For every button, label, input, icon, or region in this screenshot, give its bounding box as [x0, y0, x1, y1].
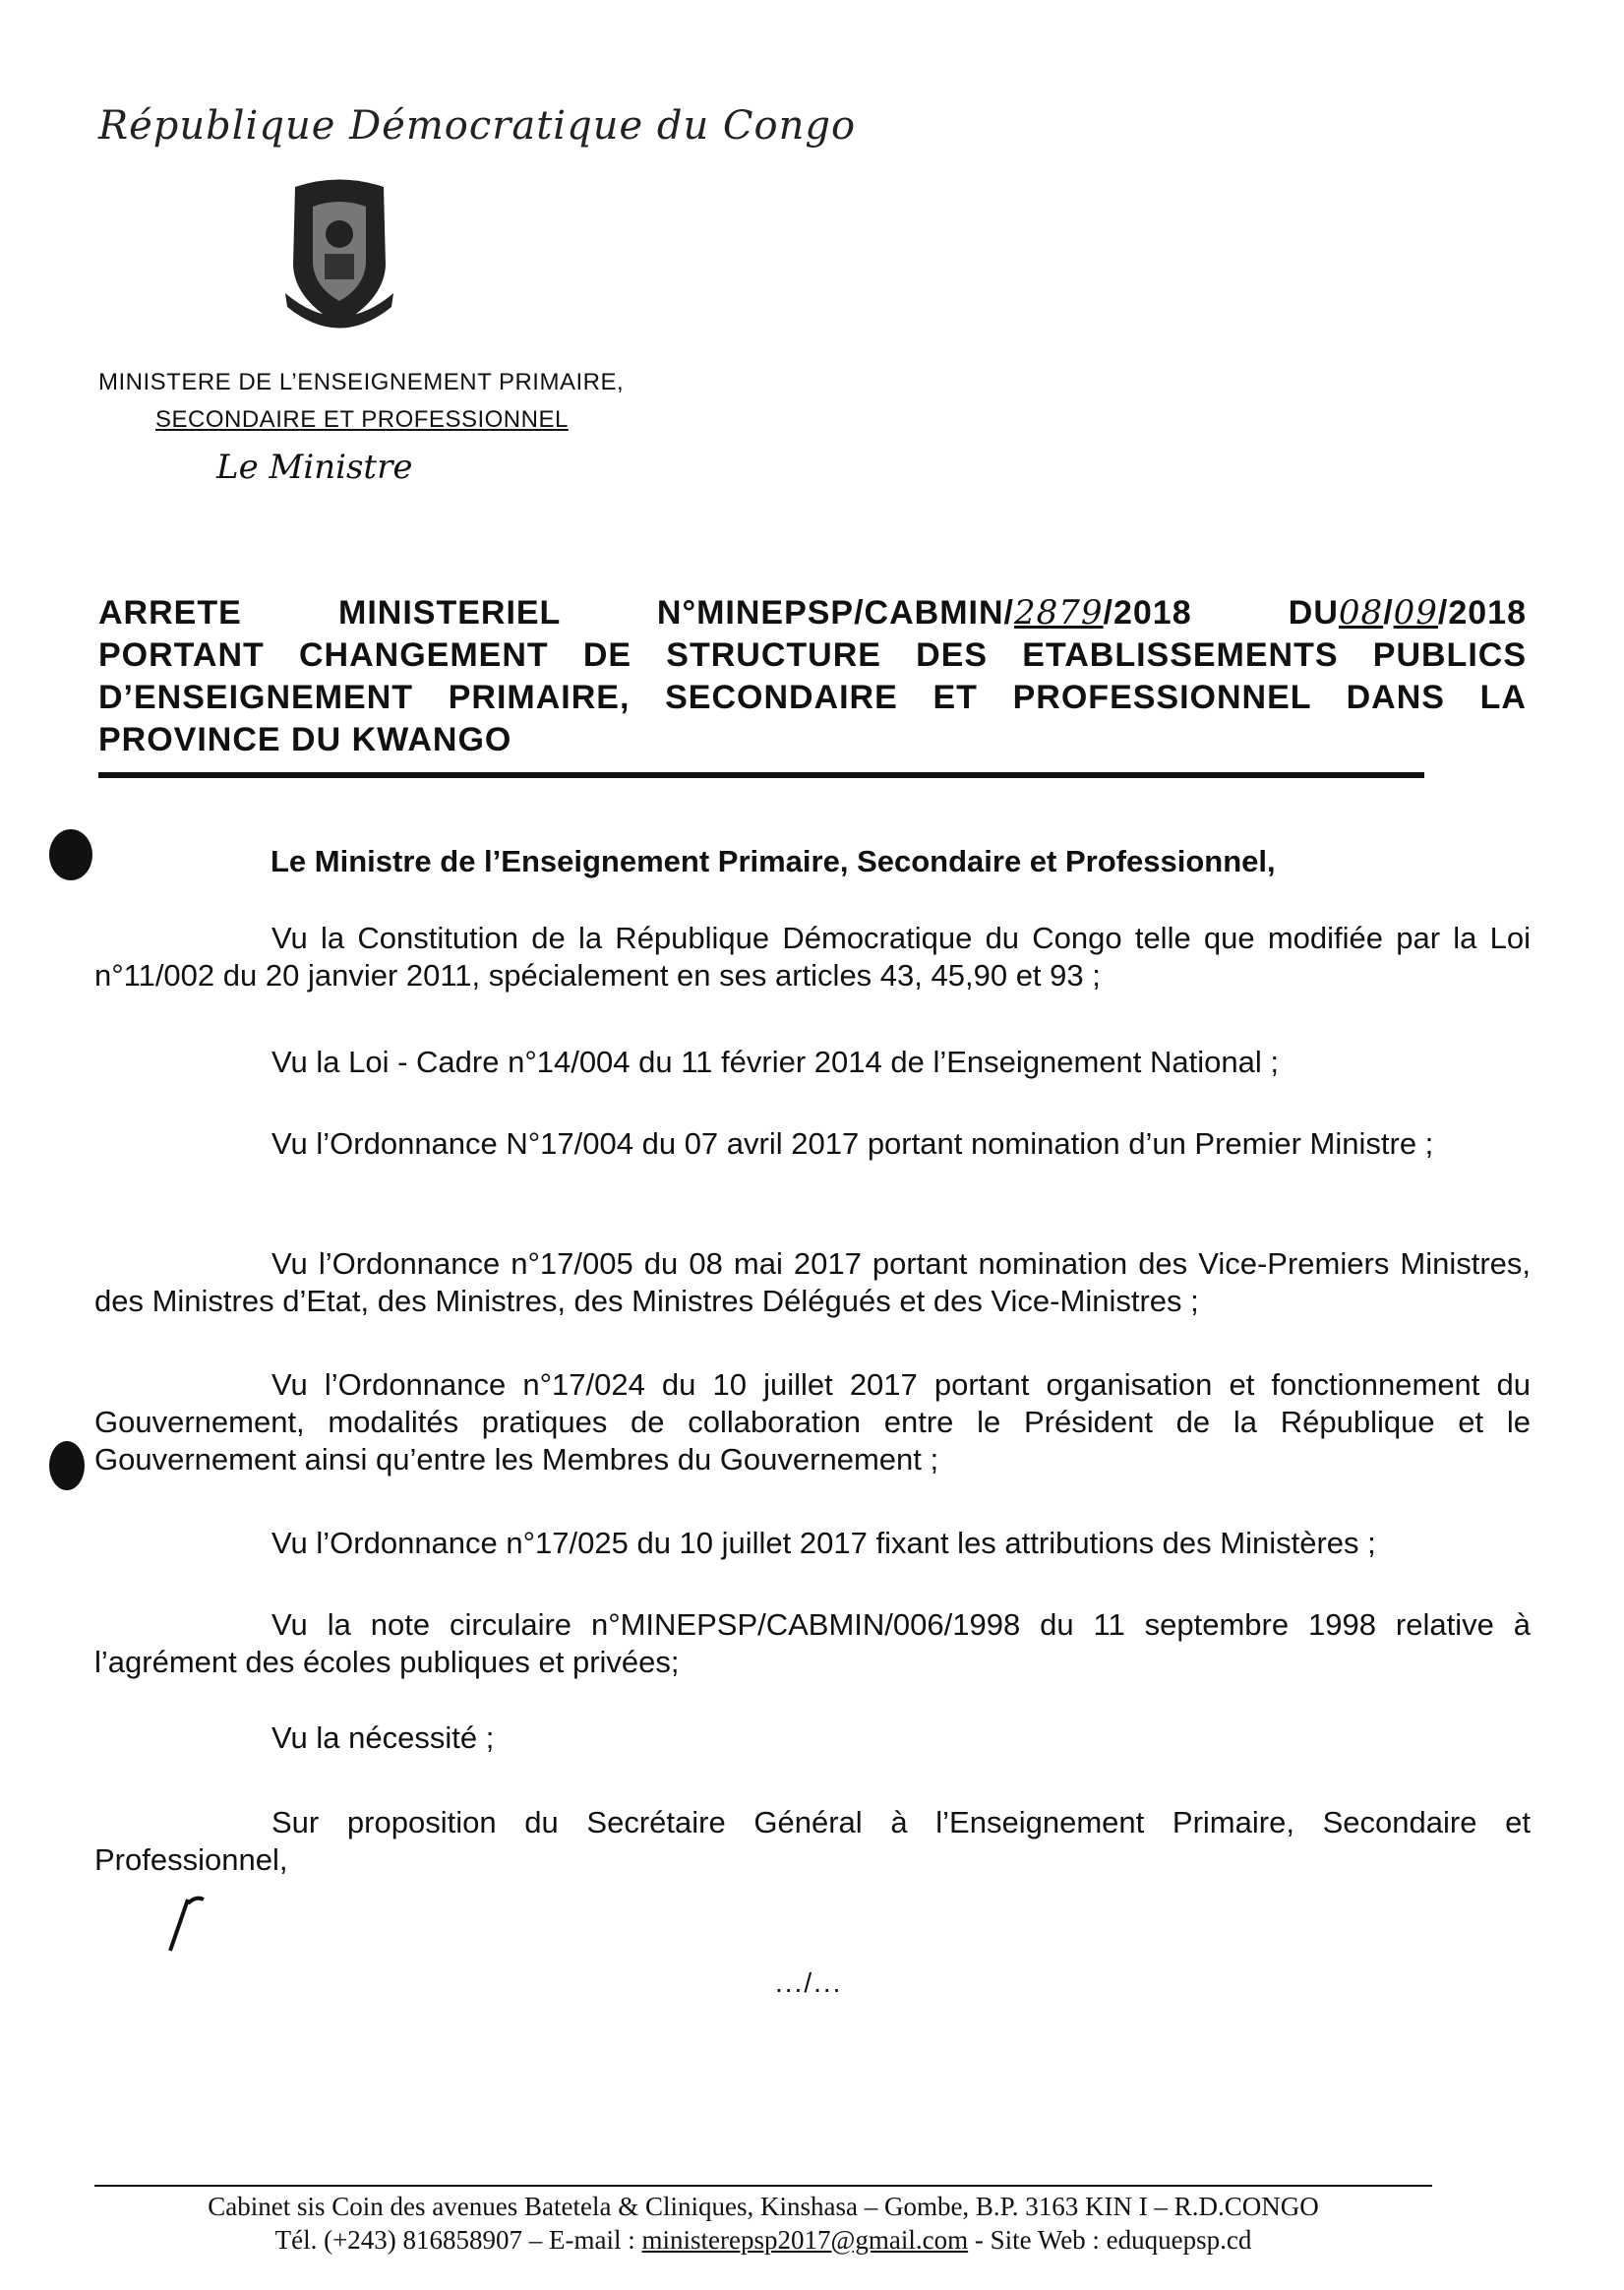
paragraph-text: Vu la Constitution de la République Démocratique du Congo telle que modifiée par la Loi n°11/002 du 20 janvier 2011, spécialement en ses articles 43, 45,90 et 93 ; — [94, 921, 1531, 993]
decree-day: 08 — [1338, 593, 1384, 633]
decree-title-line-4: PROVINCE DU KWANGO — [98, 721, 512, 758]
minister-title: Le Ministre — [216, 448, 413, 487]
paragraph-proposition — [94, 1804, 1531, 1879]
decree-title-line-2: PORTANT CHANGEMENT DE STRUCTURE DES ETABLISSEMENTS PUBLICS — [98, 636, 1527, 674]
paragraph-text: Vu l’Ordonnance n°17/024 du 10 juillet 2017 portant organisation et fonctionnement du Gouvernement, modalités pratiques de collaboration entre le Président de la République et le Gouvernement ainsi qu’entre les Membres du Gouvernement ; — [94, 1367, 1531, 1476]
paragraph-ordonnance-17-005 — [94, 1245, 1531, 1320]
paragraph-constitution — [94, 920, 1531, 994]
footer-contact — [94, 2225, 1432, 2256]
decree-year: /2018 — [1437, 594, 1527, 632]
footer-tel: Tél. (+243) 816858907 – E-mail : — [274, 2225, 642, 2255]
paragraph-ordonnance-17-025 — [94, 1525, 1531, 1562]
decree-title-line-3: D’ENSEIGNEMENT PRIMAIRE, SECONDAIRE ET PROFESSIONNEL DANS LA — [98, 679, 1527, 716]
footer-rule — [94, 2185, 1432, 2187]
ministry-line-1: MINISTERE DE L’ENSEIGNEMENT PRIMAIRE, — [98, 369, 625, 395]
title-underline-rule — [98, 772, 1424, 778]
paragraph-loi-cadre — [94, 1044, 1531, 1081]
decree-ref-prefix: ARRETE MINISTERIEL N°MINEPSP/CABMIN/ — [98, 594, 1014, 632]
punch-hole-mark — [49, 829, 92, 880]
punch-hole-mark — [49, 1441, 85, 1490]
decree-number: 2879 — [1013, 593, 1104, 633]
minister-heading: Le Ministre de l’Enseignement Primaire, Secondaire et Professionnel, — [271, 844, 1276, 878]
footer-website: - Site Web : eduquepsp.cd — [968, 2225, 1252, 2255]
footer-address: Cabinet sis Coin des avenues Batetela & Cliniques, Kinshasa – Gombe, B.P. 3163 KIN I – R.D.CONGO — [208, 2192, 1319, 2221]
decree-ref-mid: /2018 DU — [1103, 594, 1339, 632]
decree-title — [98, 592, 1527, 761]
ministry-name — [98, 364, 624, 439]
paragraph-ordonnance-17-024 — [94, 1366, 1531, 1478]
ministry-line-2: SECONDAIRE ET PROFESSIONNEL — [155, 406, 569, 433]
initial-mark — [162, 1894, 211, 1953]
decree-month: 09 — [1393, 593, 1438, 633]
paragraph-text: Vu la note circulaire n°MINEPSP/CABMIN/006/1998 du 11 septembre 1998 relative à l’agrément des écoles publiques et privées; — [94, 1607, 1531, 1679]
coat-of-arms-emblem — [275, 177, 403, 334]
continuation-marker: .../... — [775, 1967, 843, 1998]
footer-email-link[interactable]: ministerepsp2017@gmail.com — [641, 2225, 969, 2255]
paragraph-text: Vu la Loi - Cadre n°14/004 du 11 février 2014 de l’Enseignement National ; — [271, 1045, 1279, 1079]
paragraph-text: Vu l’Ordonnance N°17/004 du 07 avril 2017 portant nomination d’un Premier Ministre ; — [271, 1126, 1434, 1161]
paragraph-text: Vu l’Ordonnance n°17/005 du 08 mai 2017 portant nomination des Vice-Premiers Ministres, des Ministres d’Etat, des Ministres, des Ministres Délégués et des Vice-Ministres ; — [94, 1246, 1531, 1318]
paragraph-text: Vu la nécessité ; — [271, 1720, 495, 1755]
paragraph-text: Sur proposition du Secrétaire Général à l’Enseignement Primaire, Secondaire et Professionnel, — [94, 1805, 1531, 1877]
paragraph-note-circulaire — [94, 1606, 1531, 1681]
decree-title-line-1: ARRETE MINISTERIEL N°MINEPSP/CABMIN/2879/2018 DU08/09/2018 — [98, 593, 1527, 633]
paragraph-ordonnance-17-004 — [94, 1125, 1531, 1163]
country-name: République Démocratique du Congo — [98, 103, 857, 149]
paragraph-necessite — [94, 1719, 1531, 1757]
paragraph-text: Vu l’Ordonnance n°17/025 du 10 juillet 2017 fixant les attributions des Ministères ; — [271, 1526, 1376, 1560]
